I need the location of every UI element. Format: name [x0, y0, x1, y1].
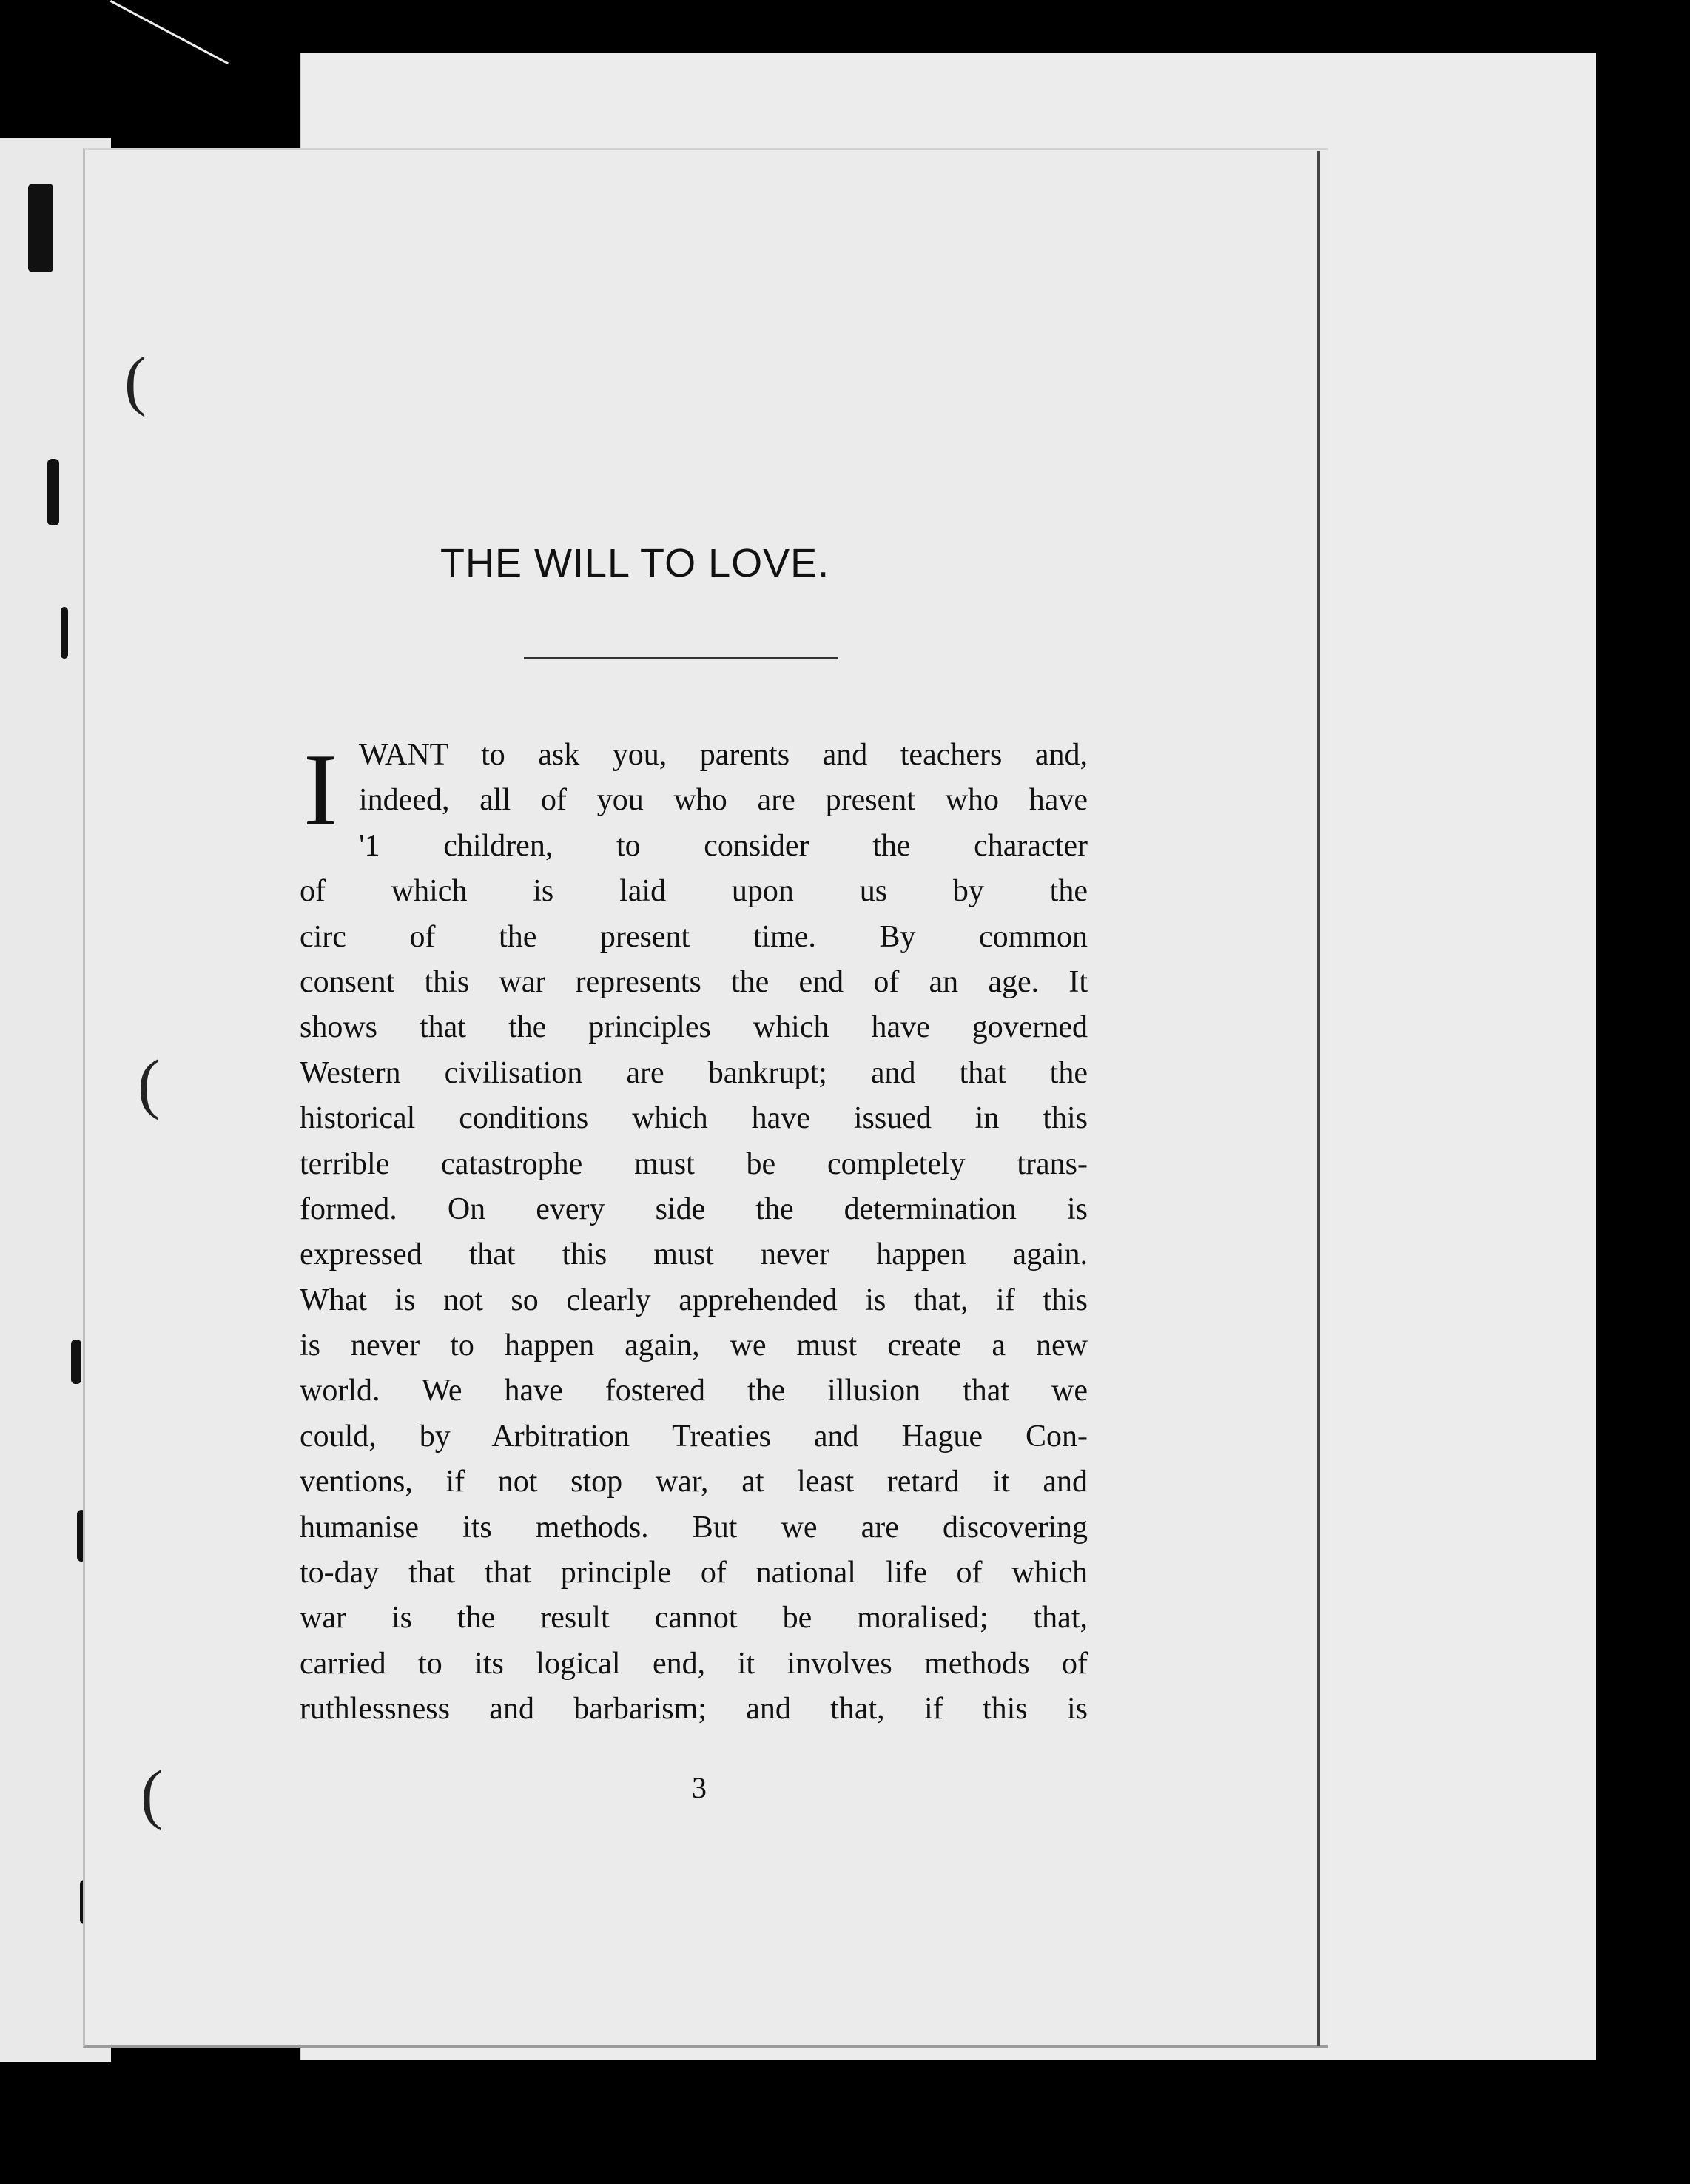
scan-border [351, 2065, 1417, 2111]
text-line: ruthlessness and barbarism; and that, if this is [300, 1692, 1088, 1727]
page-title: THE WILL TO LOVE. [440, 541, 830, 585]
punch-hole-mark: ( [141, 1758, 163, 1831]
text-line: circ of the present time. By common [300, 919, 1088, 954]
title-rule [524, 657, 838, 659]
text-line: to-day that that principle of national life of which [300, 1556, 1088, 1590]
punch-hole-mark: ( [124, 344, 147, 417]
text-line: ventions, if not stop war, at least retard it and [300, 1465, 1088, 1499]
text-line: world. We have fostered the illusion that we [300, 1374, 1088, 1408]
punch-hole-mark: ( [138, 1047, 160, 1120]
text-line: What is not so clearly apprehended is that, if this [300, 1283, 1088, 1317]
text-line: formed. On every side the determination is [300, 1192, 1088, 1226]
text-line: carried to its logical end, it involves methods of [300, 1646, 1088, 1681]
text-line: expressed that this must never happen again. [300, 1237, 1088, 1272]
text-line: Western civilisation are bankrupt; and that the [300, 1055, 1088, 1090]
text-line: terrible catastrophe must be completely trans- [300, 1146, 1088, 1181]
page-edge [1317, 151, 1320, 2046]
scan-corner-mark [110, 0, 229, 64]
text-line: war is the result cannot be moralised; that, [300, 1601, 1088, 1636]
text-line: consent this war represents the end of an age. It [300, 964, 1088, 999]
page-number: 3 [692, 1771, 707, 1804]
binding-mark [71, 1340, 81, 1384]
binding-mark [28, 184, 53, 272]
drop-cap: I [303, 733, 338, 847]
text-line: is never to happen again, we must create a new [300, 1328, 1088, 1363]
binding-mark [47, 459, 59, 525]
text-line: humanise its methods. But we are discovering [300, 1510, 1088, 1545]
text-line: indeed, all of you who are present who have [359, 783, 1088, 818]
text-line: historical conditions which have issued in this [300, 1101, 1088, 1136]
text-line: WANT to ask you, parents and teachers and, [359, 738, 1088, 772]
text-line: could, by Arbitration Treaties and Hague Con- [300, 1419, 1088, 1454]
text-line: shows that the principles which have governed [300, 1010, 1088, 1045]
body-text [300, 733, 1088, 1733]
binding-mark [61, 607, 68, 659]
text-line: '1 children, to consider the character [359, 828, 1088, 863]
text-line: of which is laid upon us by the [300, 874, 1088, 909]
